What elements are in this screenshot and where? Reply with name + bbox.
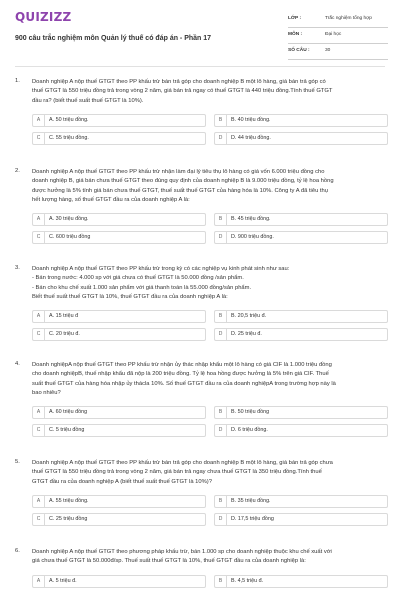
question-text-line: Doanh nghiệp A nộp thuế GTGT theo PP khấu trừ bán trả góp cho doanh nghiệp B một lô hàng, giá bán trả góp chưa	[32, 460, 333, 466]
option-letter-badge: B	[215, 214, 227, 225]
question-text	[32, 459, 388, 487]
question-text-line: cho doanh nghiệpB, thuế nhập khẩu đã nộp là 200 triệu đồng. Tỷ lệ hoa hồng được hưởng là 5% trên giá CIF. Thuế	[32, 371, 329, 378]
question-number: 3.	[15, 265, 20, 271]
meta-row-count	[288, 44, 388, 60]
answer-option-d[interactable]	[214, 513, 388, 526]
question-text-line: suất thuế GTGT của hàng hóa nhập ủy thácla 10%. Số thuế GTGT đầu ra của doanh nghiệpA trong trường hợp này là	[32, 380, 336, 387]
option-text: A. 5 triệu đ.	[49, 577, 77, 584]
question-number: 5.	[15, 459, 20, 465]
option-letter-badge: A	[33, 407, 45, 418]
header-divider	[15, 66, 385, 67]
answer-option-b[interactable]	[214, 114, 388, 127]
answer-option-c[interactable]	[32, 231, 206, 244]
meta-label: SỐ CÂU :	[288, 48, 310, 53]
option-text: C. 600 triệu đồng	[49, 234, 91, 241]
answer-option-d[interactable]	[214, 424, 388, 437]
answer-option-c[interactable]	[32, 513, 206, 526]
option-letter-badge: A	[33, 576, 45, 587]
question-text-line: doanh nghiệp B, giá bán chưa thuế GTGT theo đúng quy định của doanh nghiệp B là 9.000 triệu đồng, tỷ lệ hoa hồng	[32, 178, 334, 185]
option-text: A. 30 triệu đồng.	[49, 216, 89, 223]
option-letter-badge: B	[215, 311, 227, 322]
answer-option-a[interactable]	[32, 495, 206, 508]
quizizz-logo: QUIZIZZ	[15, 10, 72, 24]
meta-value: 30	[325, 48, 331, 53]
question-text-line: Doanh nghiệp A nộp thuế GTGT theo PP khấu trừ trong kỳ có các nghiệp vụ kinh phát sinh như sau:	[32, 266, 290, 272]
option-letter-badge: D	[215, 425, 227, 436]
answer-option-b[interactable]	[214, 495, 388, 508]
option-letter-badge: A	[33, 115, 45, 126]
question-text-line: - Bán cho khu chế xuất 1.000 sản phẩm với giá thanh toán là 55.000 đồng/sản phẩm.	[32, 284, 252, 291]
answer-option-c[interactable]	[32, 424, 206, 437]
question-text-line: Biết thuế suất thuế GTGT là 10%, thuế GTGT đầu ra của doanh nghiệp A là:	[32, 293, 228, 300]
option-text: B. 40 triệu đồng.	[231, 116, 271, 123]
page-header	[0, 0, 400, 64]
question-text	[32, 265, 388, 302]
option-text: D. 17,5 triệu đồng	[231, 515, 274, 522]
option-letter-badge: C	[33, 425, 45, 436]
question-number: 4.	[15, 361, 20, 367]
option-text: A. 50 triệu đồng.	[49, 116, 89, 123]
question-text-line: đầu ra? (biết thuế suất thuế GTGT là 10%).	[32, 97, 144, 104]
meta-label: MÔN :	[288, 32, 303, 37]
option-text: B. 20,5 triệu đ.	[231, 313, 267, 320]
option-letter-badge: C	[33, 232, 45, 243]
question-text	[32, 168, 388, 205]
option-text: C. 5 triệu đồng	[49, 427, 85, 434]
option-text: B. 35 triệu đồng.	[231, 497, 271, 504]
question-text-line: hết lượng hàng, số thuế GTGT đầu ra của doanh nghiệp A là:	[32, 196, 190, 203]
option-text: D. 25 triệu đ.	[231, 331, 262, 338]
option-letter-badge: C	[33, 329, 45, 340]
question-text	[32, 78, 388, 106]
question-text	[32, 548, 388, 567]
option-text: D. 6 triệu đồng.	[231, 427, 268, 434]
option-letter-badge: A	[33, 496, 45, 507]
option-letter-badge: D	[215, 232, 227, 243]
option-letter-badge: D	[215, 514, 227, 525]
question-text-line: Doanh nghiệp A nộp thuế GTGT theo phương pháp khấu trừ, bán 1.000 sp cho doanh nghiệp thuộc khu chế xuất với	[32, 549, 332, 555]
option-letter-badge: B	[215, 115, 227, 126]
option-text: D. 44 triệu đồng.	[231, 134, 271, 141]
option-letter-badge: B	[215, 407, 227, 418]
option-letter-badge: B	[215, 496, 227, 507]
meta-row-class	[288, 12, 388, 28]
answer-option-b[interactable]	[214, 406, 388, 419]
answer-option-c[interactable]	[32, 132, 206, 145]
option-text: A. 60 triệu đồng	[49, 409, 88, 416]
option-letter-badge: C	[33, 514, 45, 525]
question-text-line: Doanh nghiệp A nộp thuế GTGT theo PP khấu trừ nhận làm đại lý tiêu thụ lô hàng có giá vốn 6.000 triệu đồng cho	[32, 169, 325, 175]
answer-option-a[interactable]	[32, 213, 206, 226]
question-number: 6.	[15, 548, 20, 554]
option-letter-badge: C	[33, 133, 45, 144]
option-letter-badge: B	[215, 576, 227, 587]
answer-option-d[interactable]	[214, 231, 388, 244]
answer-option-c[interactable]	[32, 328, 206, 341]
question-text-line: thuế GTGT là 550 triệu đồng trả trong vòng 2 năm, giá bán trả ngay có thuế GTGT là 440 triệu đồng.Tính thuế GTGT	[32, 88, 333, 95]
page-title: 900 câu trắc nghiệm môn Quản lý thuế có đáp án - Phần 17	[15, 35, 212, 42]
question-text-line: Doanh nghiệpA nộp thuế GTGT theo PP khấu trừ nhận ủy thác nhập khẩu một lô hàng có giá CIF là 1.000 triệu đồng	[32, 362, 332, 368]
option-letter-badge: A	[33, 214, 45, 225]
question-text-line: - Bán trong nước: 4.000 sp với giá chưa có thuế GTGT là 50.000 đồng /sản phẩm.	[32, 275, 244, 282]
question-text-line: GTGT đầu ra của doanh nghiệp A (biết thuế suất thuế GTGT là 10%)?	[32, 478, 212, 485]
question-text-line: bao nhiêu?	[32, 389, 61, 396]
meta-row-subject	[288, 28, 388, 44]
question-number: 2.	[15, 168, 20, 174]
question-text-line: thuế GTGT là 550 triệu đồng trả trong vòng 2 năm, giá bán trả ngay chưa thuế GTGT là 350 triệu đồng.Tính thuế	[32, 469, 322, 476]
meta-label: LỚP :	[288, 16, 302, 21]
answer-option-a[interactable]	[32, 406, 206, 419]
answer-option-b[interactable]	[214, 213, 388, 226]
option-letter-badge: D	[215, 329, 227, 340]
option-text: C. 20 triệu đ.	[49, 331, 80, 338]
option-text: A. 15 triệu đ	[49, 313, 79, 320]
question-text-line: Doanh nghiệp A nộp thuế GTGT theo PP khấu trừ bán trả góp cho doanh nghiệp B một lô hàng, giá bán trả góp có	[32, 79, 326, 85]
meta-value: Trắc nghiệm tổng hợp	[325, 16, 372, 21]
option-text: C. 25 triệu đồng	[49, 515, 88, 522]
option-text: C. 55 triệu đồng.	[49, 134, 89, 141]
question-text	[32, 361, 388, 398]
answer-option-a[interactable]	[32, 310, 206, 323]
option-letter-badge: D	[215, 133, 227, 144]
answer-option-b[interactable]	[214, 310, 388, 323]
answer-option-a[interactable]	[32, 575, 206, 588]
question-text-line: giá chưa thuế GTGT là 50.000đ/sp. Thuế suất thuế GTGT là 10%, thuế GTGT đầu ra của doanh nghiệp là:	[32, 558, 306, 565]
option-text: B. 4,5 triệu đ.	[231, 577, 264, 584]
answer-option-d[interactable]	[214, 328, 388, 341]
option-text: B. 50 triệu đồng	[231, 409, 270, 416]
question-number: 1.	[15, 78, 20, 84]
option-text: A. 55 triệu đồng.	[49, 497, 89, 504]
answer-option-d[interactable]	[214, 132, 388, 145]
quiz-meta	[288, 12, 388, 60]
option-text: D. 900 triệu đồng.	[231, 234, 274, 241]
answer-option-a[interactable]	[32, 114, 206, 127]
option-letter-badge: A	[33, 311, 45, 322]
answer-option-b[interactable]	[214, 575, 388, 588]
meta-value: Đại học	[325, 32, 342, 37]
question-text-line: được hưởng là 5% tính giá bán chưa thuế GTGT, thuế suất thuế GTGT của hàng hóa là 10%. Công ty A đã tiêu thụ	[32, 187, 328, 194]
option-text: B. 45 triệu đồng.	[231, 216, 271, 223]
